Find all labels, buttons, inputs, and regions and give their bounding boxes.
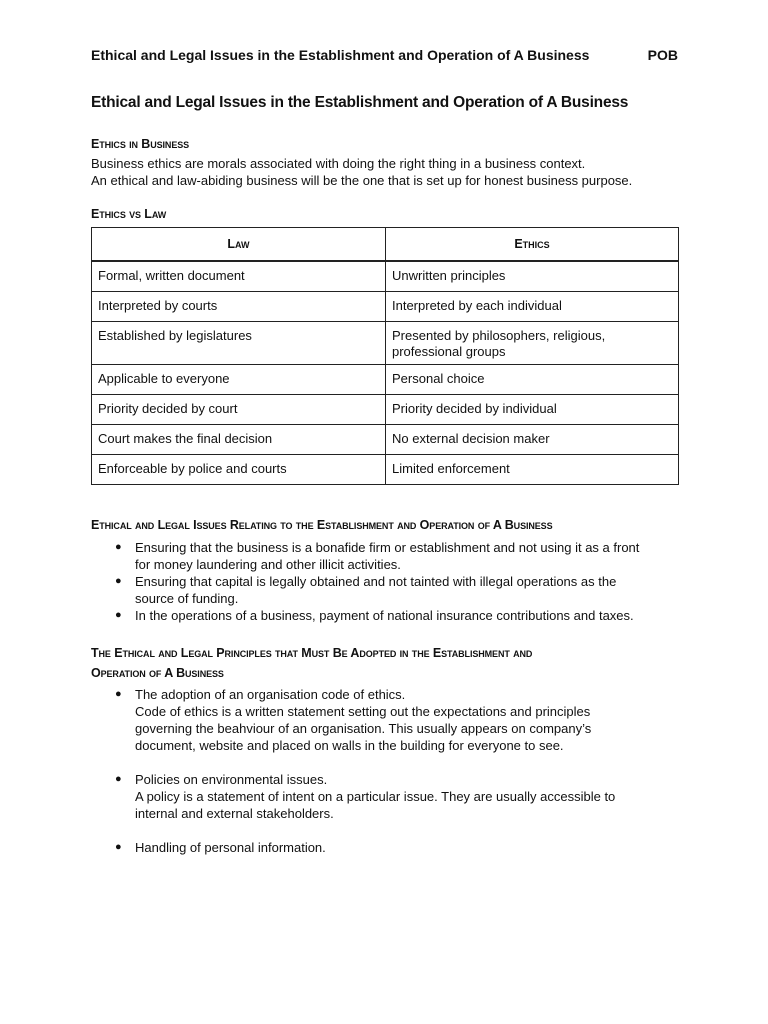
table-cell: Interpreted by courts [92, 292, 386, 322]
section-heading-issues: Ethical and Legal Issues Relating to the Establishment and Operation of A Business [91, 518, 553, 532]
table-row [92, 365, 679, 395]
principles-list [91, 686, 681, 873]
table-cell: Formal, written document [92, 261, 386, 292]
paragraph-line: An ethical and law-abiding business will be the one that is set up for honest business purpose. [91, 173, 633, 188]
table-row [92, 292, 679, 322]
list-item [91, 573, 681, 607]
bullet-icon: ● [115, 841, 122, 853]
table-cell: Unwritten principles [386, 261, 679, 292]
table-cell: No external decision maker [386, 425, 679, 455]
paragraph-line: Business ethics are morals associated with doing the right thing in a business context. [91, 156, 586, 171]
table-cell: Personal choice [386, 365, 679, 395]
table-row [92, 395, 679, 425]
table-cell: Priority decided by court [92, 395, 386, 425]
section-heading-ethics-in-business: Ethics in Business [91, 137, 190, 151]
list-item [91, 607, 681, 624]
running-header-subject: POB [647, 47, 678, 63]
table-cell: Enforceable by police and courts [92, 455, 386, 485]
column-header-law: Law [92, 228, 386, 262]
table-row [92, 455, 679, 485]
list-item-line: Policies on environmental issues. [135, 772, 328, 787]
list-item [91, 539, 681, 573]
table-cell: Limited enforcement [386, 455, 679, 485]
table-cell: Established by legislatures [92, 322, 386, 365]
bullet-icon: ● [115, 688, 122, 700]
table-row [92, 425, 679, 455]
column-header-ethics: Ethics [386, 228, 679, 262]
list-item-line: A policy is a statement of intent on a particular issue. They are usually accessible to [135, 789, 616, 804]
table-cell: Court makes the final decision [92, 425, 386, 455]
table-cell: Applicable to everyone [92, 365, 386, 395]
bullet-icon: ● [115, 575, 122, 587]
list-item-line: governing the beahviour of an organisation. This usually appears on company’s [135, 721, 592, 736]
bullet-icon: ● [115, 773, 122, 785]
list-item-line: The adoption of an organisation code of ethics. [135, 687, 406, 702]
list-item-line: Handling of personal information. [135, 840, 326, 855]
list-item-line: Ensuring that the business is a bonafide firm or establishment and not using it as a front [135, 540, 640, 555]
table-row [92, 261, 679, 292]
list-item [91, 839, 681, 856]
running-header-title: Ethical and Legal Issues in the Establishment and Operation of A Business [91, 47, 590, 63]
list-item-line: document, website and placed on walls in the building for everyone to see. [135, 738, 564, 753]
bullet-icon: ● [115, 541, 122, 553]
table-header-row [92, 228, 679, 262]
ethics-vs-law-table [91, 227, 679, 485]
table-cell: Interpreted by each individual [386, 292, 679, 322]
table-cell-line: professional groups [392, 344, 506, 359]
list-item-line: Code of ethics is a written statement setting out the expectations and principles [135, 704, 591, 719]
list-item-line: internal and external stakeholders. [135, 806, 334, 821]
table-cell-line: Presented by philosophers, religious, [392, 328, 606, 343]
section-heading-principles: The Ethical and Legal Principles that Must Be Adopted in the Establishment and [91, 646, 533, 660]
section-heading-principles-cont: Operation of A Business [91, 666, 224, 680]
section-heading-ethics-vs-law: Ethics vs Law [91, 207, 167, 221]
list-item [91, 771, 681, 822]
list-item-line: In the operations of a business, payment of national insurance contributions and taxes. [135, 608, 634, 623]
list-item-line: source of funding. [135, 591, 239, 606]
issues-list [91, 539, 681, 624]
bullet-icon: ● [115, 609, 122, 621]
document-title: Ethical and Legal Issues in the Establishment and Operation of A Business [91, 94, 629, 111]
table-cell [386, 322, 679, 365]
table-row [92, 322, 679, 365]
list-item-line: Ensuring that capital is legally obtained and not tainted with illegal operations as the [135, 574, 617, 589]
table-cell: Priority decided by individual [386, 395, 679, 425]
list-item-line: for money laundering and other illicit activities. [135, 557, 401, 572]
list-item [91, 686, 681, 754]
